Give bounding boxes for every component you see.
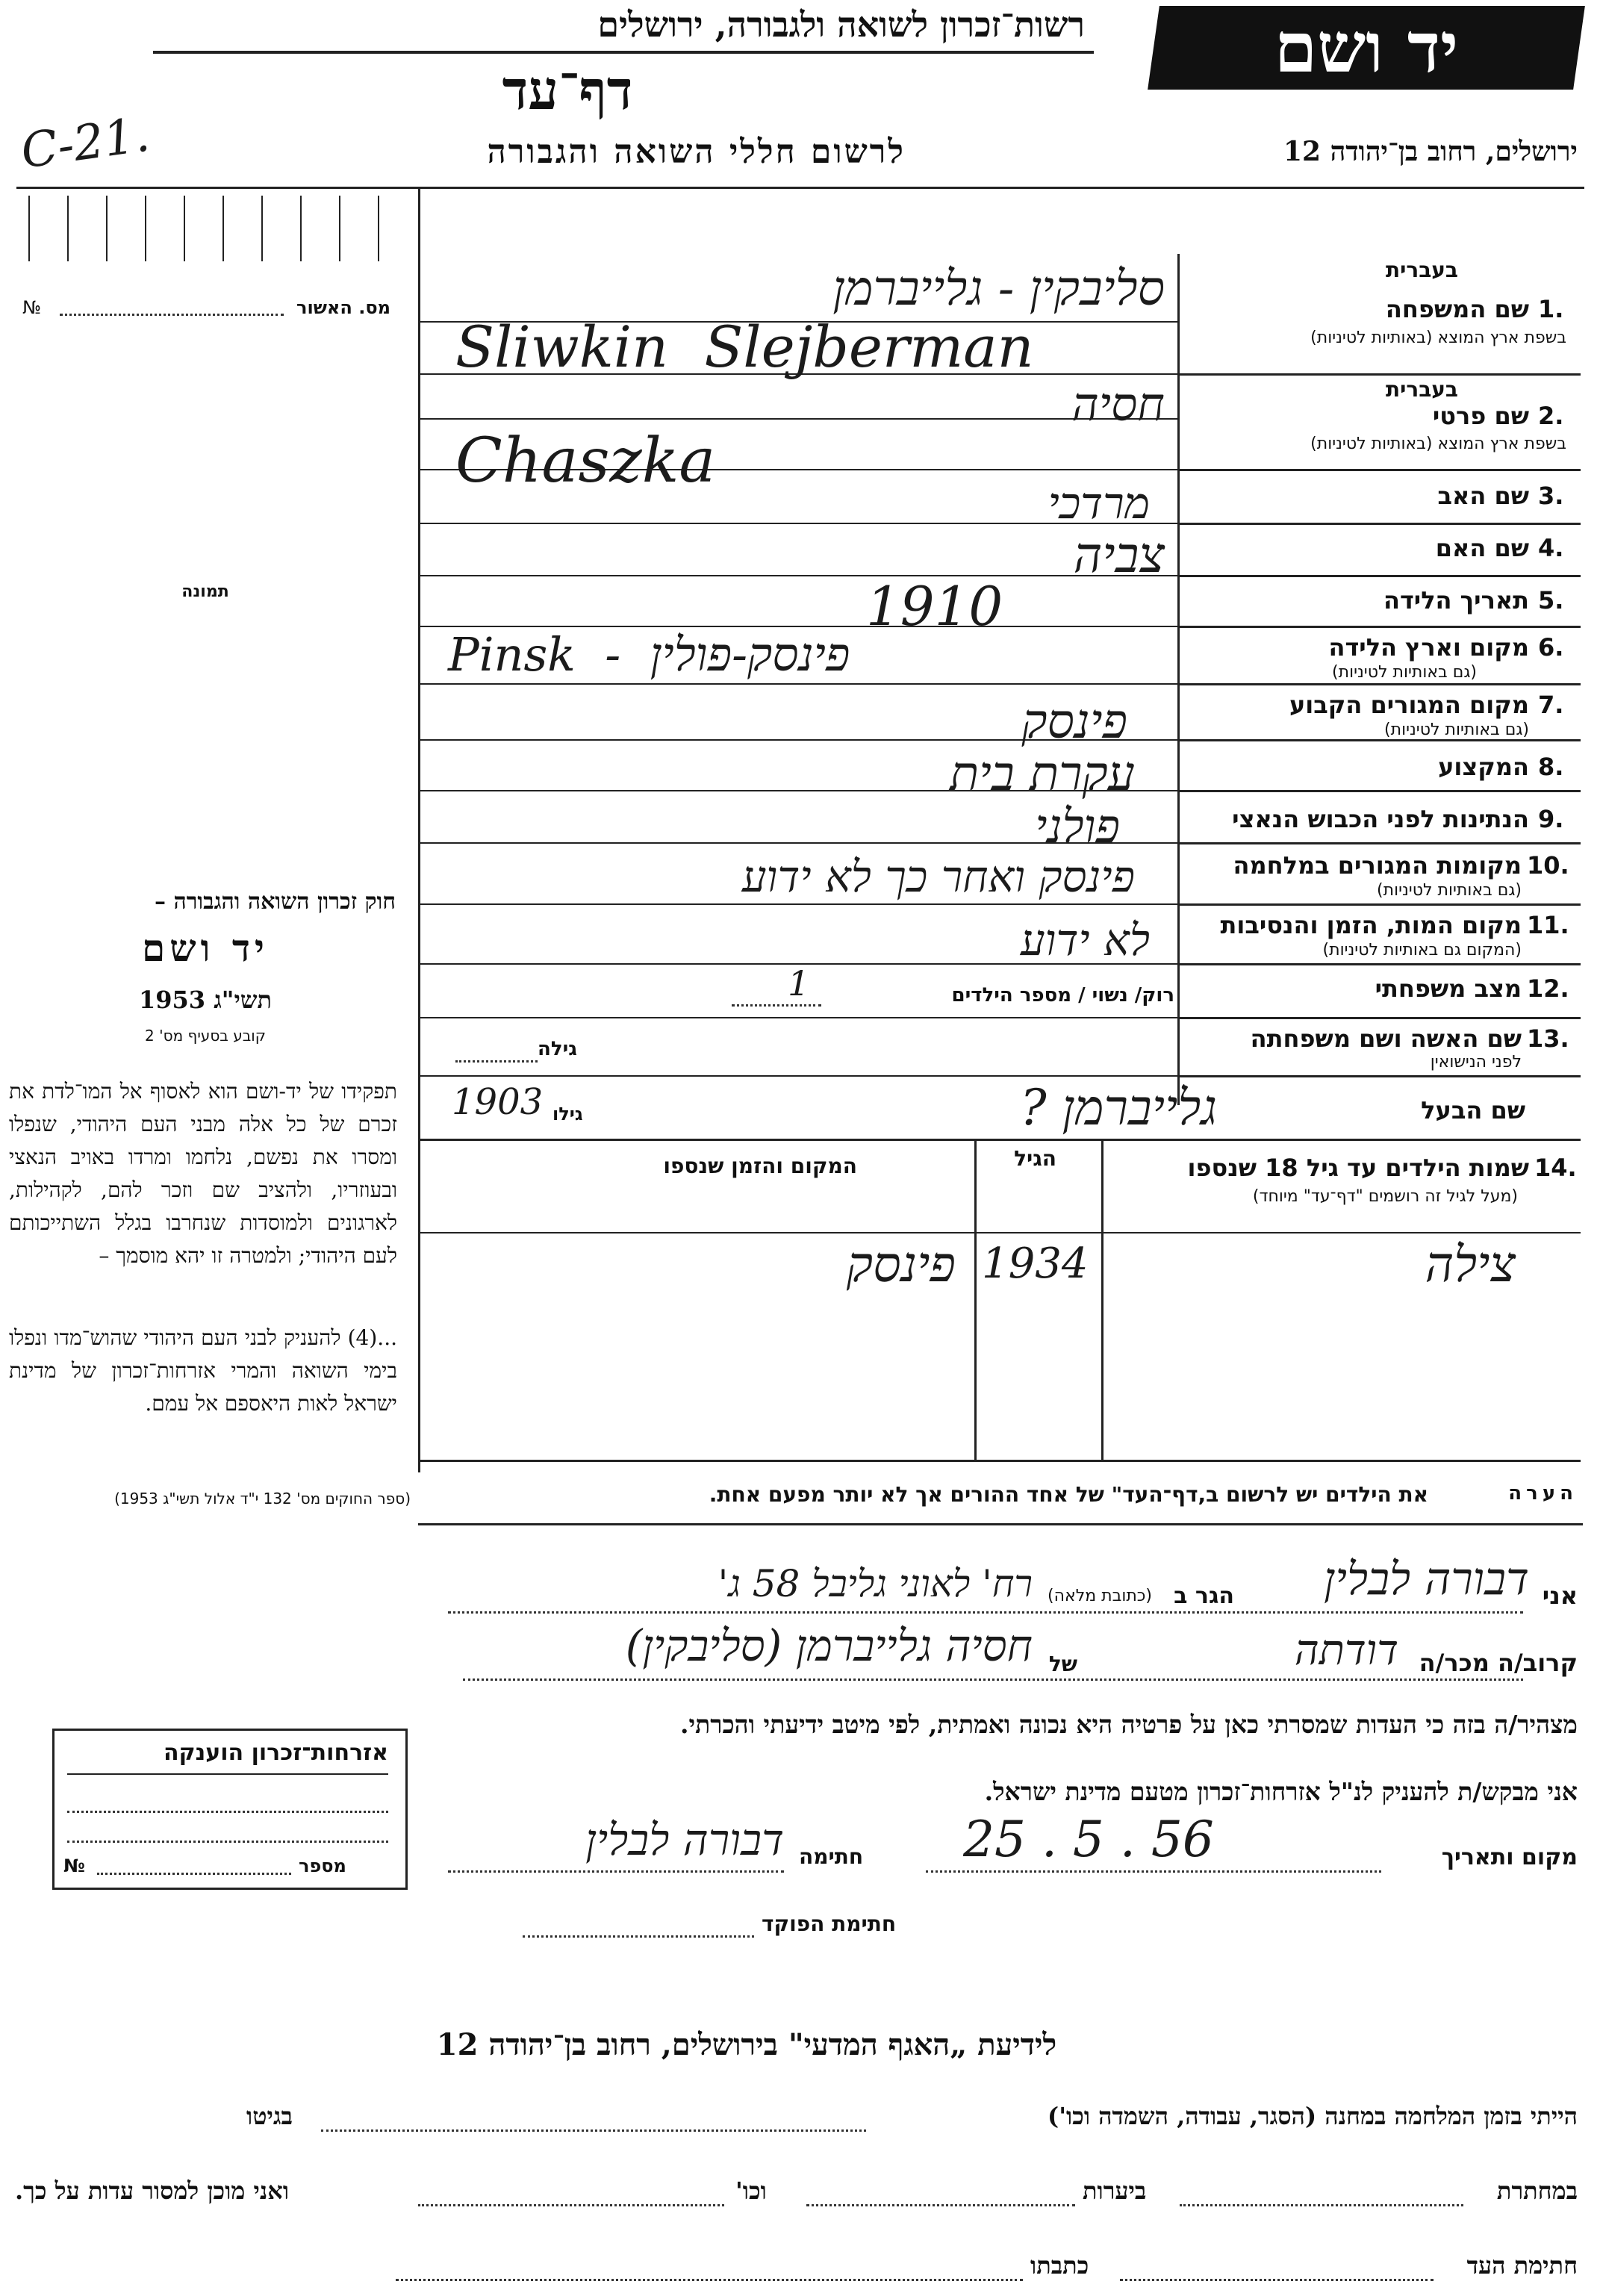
label-column-border <box>1177 254 1180 1105</box>
header-rule <box>153 51 1094 54</box>
box-number-label: מספר <box>299 1855 346 1876</box>
decl-prefix: אני <box>1542 1581 1578 1610</box>
cert-no-symbol: № <box>22 297 41 318</box>
victim-name: חסיה גלייברמן (סליבקין) <box>625 1620 1033 1671</box>
f4-num: 4. <box>1538 534 1564 562</box>
f9-value: פולני <box>1035 799 1120 853</box>
footer-signature: חתימת העד <box>1466 2251 1578 2280</box>
cert-label: מס. האשור <box>296 297 390 318</box>
f12-line <box>732 1004 821 1007</box>
f5-num: 5. <box>1538 586 1564 615</box>
footer-ready: ואני מוכן למסור עדות על כך. <box>15 2177 290 2205</box>
f6-value: Pinsk - פינסק-פולין <box>448 627 850 682</box>
f1-num: 1. <box>1538 295 1564 323</box>
law-clause: קובע בסעיף מס' 2 <box>145 1027 266 1045</box>
photo-label: תמונה <box>181 582 229 601</box>
f8-num: 8. <box>1538 753 1564 781</box>
husband-age: 1903 <box>452 1081 544 1123</box>
officer-label: חתימת הפוקד <box>762 1911 897 1936</box>
note-text: את הילדים יש לרשום ב,דף־העד" של אחד ההורים אך לא יותר מפעם אחת. <box>709 1482 1428 1507</box>
index-boxes <box>28 196 394 261</box>
hebrew-label-1: בעברית <box>1385 258 1458 282</box>
f9-num: 9. <box>1538 805 1564 833</box>
child-place: פינסק <box>846 1236 956 1293</box>
f1-label: שם המשפחה <box>1385 295 1529 323</box>
husband-label: שם הבעל <box>1421 1096 1525 1124</box>
f10-sub: (גם באותיות לטיניות) <box>1377 881 1522 900</box>
children-col-border-2 <box>1101 1139 1103 1460</box>
col-place-header: המקום והזמן שנספו <box>663 1154 857 1178</box>
f13-num: 13. <box>1527 1024 1569 1053</box>
decl-of: של <box>1048 1652 1077 1676</box>
decl-statement: מצהיר/ה בזה כי העדות שמסרתי כאן על פרטיה היא נכונה ואמתית, לפי מיטב ידיעתי והכרתי. <box>680 1710 1578 1739</box>
f10-num: 10. <box>1527 851 1569 880</box>
f6-label: מקום וארץ הלידה <box>1328 633 1529 662</box>
decl-date: 25 . 5 . 56 <box>963 1811 1214 1868</box>
footer-address: כתבתו <box>1030 2251 1089 2280</box>
place-date-label: מקום ותאריך <box>1441 1844 1578 1870</box>
f8-label: המקצוע <box>1438 753 1529 781</box>
box-no-symbol: № <box>63 1855 85 1876</box>
law-title: חוק זכרון השואה והגבורה – <box>155 889 396 915</box>
decl-relation-label: קרוב/ה מכר/ה <box>1419 1649 1578 1677</box>
footer-underground: במחתרת <box>1496 2177 1578 2205</box>
f14-label: שמות הילדים עד גיל 18 שנספו <box>1187 1154 1529 1182</box>
decl-request: אני מבקש/ת להעניק לנ"ל אזרחות־זכרון מטעם מדינת ישראל. <box>984 1777 1578 1806</box>
law-text-2: ...(4) להעניק לבני העם היהודי שהוש־מדו ונפלו בימי השואה והמרי אזרחות־זכרון של מדינת ישראל לאות היאספם אל עמם. <box>9 1325 397 1416</box>
f6-sub: (גם באותיות לטיניות) <box>1332 663 1477 682</box>
f7-num: 7. <box>1538 691 1564 719</box>
f12-children-count: 1 <box>788 963 810 1004</box>
f1-value-he: סליבקין - גלייברמן <box>832 261 1165 317</box>
f2-sub: בשפת ארץ המוצא (באותיות לטיניות) <box>1310 435 1566 453</box>
declarant-address: רח' לאוני גליבל 58 ג' <box>717 1562 1033 1605</box>
law-text: תפקידו של יד-ושם הוא לאסוף אל המו־לדת את זכרם של כל אלה מבני העם היהודי, שנפלו ומסרו את נפשם, נלחמו ומרדו באויב הנאצי ובעוזריו, ולהציב שם וזכר להם, לקהילות, לארגונים ולמוסדות שנחרבו בגלל השתייכותם לעם היהודי; ולמטרה זו יהא מוסמך – <box>9 1079 397 1268</box>
footer-forests: ביערות <box>1083 2177 1147 2205</box>
decl-address-label: (כתובת מלאה) <box>1048 1587 1152 1605</box>
f9-label: הנתינות לפני הכבוש הנאצי <box>1232 805 1529 833</box>
authority-name: רשות־זכרון לשואה ולגבורה, ירושלים <box>597 4 1085 45</box>
children-col-border-1 <box>974 1139 977 1460</box>
f2-value-he: חסיה <box>1071 377 1165 432</box>
f8-value: עקרת בית <box>950 747 1135 802</box>
decl-lives-in: הגר ב <box>1174 1583 1234 1609</box>
husband-value: גלייברמן ? <box>1020 1079 1217 1136</box>
f13-sub: לפני הנישואין <box>1430 1053 1522 1071</box>
f6-num: 6. <box>1538 633 1564 662</box>
declarant-relation: דודתה <box>1294 1626 1398 1675</box>
f1-sub: בשפת ארץ המוצא (באותיות לטיניות) <box>1310 329 1566 347</box>
handwritten-ref: C-21. <box>17 107 153 180</box>
signature-label: חתימה <box>799 1844 864 1869</box>
hebrew-label-2: בעברית <box>1385 377 1458 402</box>
wife-age-label: גילה <box>538 1038 577 1060</box>
law-name: יד ושם <box>142 926 269 970</box>
f10-value: פינסק ואחר כך לא ידוע <box>741 851 1135 902</box>
f10-label: מקומות המגורים במלחמה <box>1233 851 1522 880</box>
cert-no-line <box>60 314 284 316</box>
signature: דבורה לבלין <box>585 1814 784 1865</box>
f14-num: 14. <box>1534 1154 1577 1182</box>
f7-value: פינסק <box>1021 694 1127 750</box>
f5-value: 1910 <box>866 575 1003 638</box>
f7-label: מקום המגורים הקבוע <box>1289 691 1529 719</box>
f12-num: 12. <box>1527 974 1569 1003</box>
note-label: הערה <box>1508 1482 1578 1505</box>
wife-age-line <box>455 1060 538 1063</box>
law-year: תשי"ג 1953 <box>139 986 272 1014</box>
footer-etc: וכו' <box>735 2177 767 2205</box>
form-subtitle: לרשום חללי השואה והגבורה <box>487 133 906 171</box>
form-title: דף־עד <box>502 58 633 122</box>
f11-num: 11. <box>1527 911 1569 939</box>
address: ירושלים, רחוב בן־יהודה 12 <box>1283 136 1578 167</box>
declarant-name: דבורה לבלין <box>1323 1553 1529 1605</box>
f2-label: שם פרטי <box>1432 402 1529 430</box>
footer-line1: הייתי בזמן המלחמה במחנה (הסגר, עבודה, השמדה וכו') <box>1048 2102 1578 2130</box>
f3-label: שם האב <box>1437 482 1529 510</box>
footer-heading: לידיעת „האגף המדעי" בירושלים, רחוב בן־יהודה 12 <box>436 2027 1057 2062</box>
f1-value-latin: Sliwkin Slejberman <box>455 314 1034 380</box>
f12-options: רוק/ נשוי / מספר הילדים <box>951 984 1174 1007</box>
f2-value-latin: Chaszka <box>455 426 716 497</box>
f11-value: לא ידוע <box>1020 915 1150 965</box>
f13-label: שם האשה ושם משפחתה <box>1250 1024 1522 1053</box>
f14-sub: (מעל לגיל זה רושמים "דף־עד" מיוחד) <box>1252 1187 1518 1206</box>
f11-label: מקום המות, הזמן והנסיבות <box>1220 911 1522 939</box>
f12-label: מצב משפחתי <box>1375 974 1522 1003</box>
law-reference: (ספר החוקים מס' 132 י"ד אלול תשי"ג 1953) <box>114 1490 411 1508</box>
f4-value: צביה <box>1073 526 1165 584</box>
f4-label: שם האם <box>1435 534 1529 562</box>
footer-ghetto: בגיטו <box>246 2102 293 2130</box>
f7-sub: (גם באותיות לטיניות) <box>1384 721 1529 739</box>
f3-value: מרדכי <box>1048 478 1150 529</box>
top-rule <box>16 187 1584 189</box>
child-year: 1934 <box>982 1239 1089 1288</box>
logo-text: יד ושם <box>1274 7 1459 88</box>
husband-age-label: גילו <box>552 1104 583 1124</box>
box-title: אזרחות־זכרון הוענקה <box>163 1740 388 1766</box>
left-column-border <box>418 188 420 1472</box>
col-age-header: הגיל <box>1014 1146 1056 1171</box>
f2-num: 2. <box>1538 402 1564 430</box>
f3-num: 3. <box>1538 482 1564 510</box>
child-name: צילה <box>1425 1236 1516 1293</box>
f5-label: תאריך הלידה <box>1383 586 1529 615</box>
f11-sub: (המקום גם באותיות לטיניות) <box>1322 941 1522 959</box>
